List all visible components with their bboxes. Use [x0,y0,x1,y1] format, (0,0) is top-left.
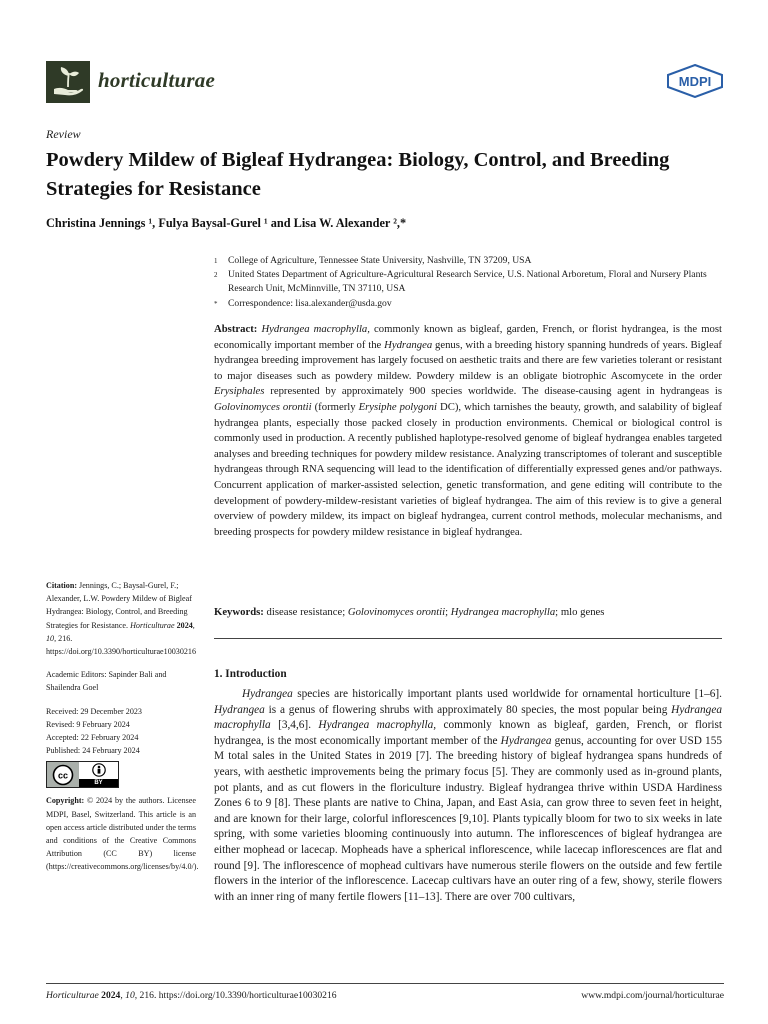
citation-journal: Horticulturae [130,620,175,630]
affiliation-item [214,297,726,311]
article-type: Review [46,127,81,141]
intro-text: genus, accounting for over USD 155 M total sales in the United States in 2019 [7]. The breeding history of bigleaf hydrangea spans hundreds of years, with aesthetic improvements being the primary focus [5]. They are commonly used as in-ground plants, pot plants, and as cut flowers in the floriculture industry. Bigleaf hydrangea thrive within USDA Hardiness Zones 6 to 9 [8]. These plants are native to China, Japan, and East Asia, can grow three to seven feet in height, and are known for their large, colorful inflorescences [9,10]. Plants typically bloom for two to six weeks in late spring, with some varieties blooming continuously into autumn. The inflorescences of bigleaf hydrangea are either mophead or lacecap. Mopheads have a spherical inflorescence, while lacecap inflorescences are flat and round [9]. The inflorescence of mophead cultivars have numerous sterile flowers on the outside and few fertile flowers in the interior of the inflorescence. Lacecap cultivars have an outer ring of a few, showy, sterile flowers with an inner ring of many fertile flowers [11–13]. There are over 700 cultivars, [214,734,722,903]
abstract-text: (formerly [311,400,359,413]
footer-divider [46,983,724,984]
accepted-date: Accepted: 22 February 2024 [46,733,139,743]
mdpi-logo-icon [666,64,724,98]
academic-editors [46,668,196,694]
citation-label: Citation: [46,581,78,590]
section-heading: 1. Introduction [214,668,287,680]
keywords [214,605,722,620]
affiliation-item [214,254,726,268]
section-divider [214,638,722,639]
correspondence-text[interactable]: Correspondence: lisa.alexander@usda.gov [228,297,392,309]
abstract-italic: Hydrangea macrophylla, [261,323,370,335]
attribution-person-icon [92,763,106,777]
intro-italic: Hydrangea [500,734,552,747]
intro-text: is a genus of flowering shrubs with approximately 80 species, the most popular being [264,703,672,716]
journal-name: horticulturae [98,68,215,92]
keyword-text: ; mlo genes [555,606,605,618]
copyright-text: © 2024 by the authors. Licensee MDPI, Basel, Switzerland. This article is an open access article distributed under the terms and conditions of the Creative Commons Attribution (CC BY) license (https://creativecommons.org/licenses/by/4.0/). [46,796,199,872]
affiliation-text: United States Department of Agriculture-Agricultural Research Service, U.S. National Arboretum, Floral and Nursery Plants Research Unit, McMinnville, TN 37110, USA [228,269,707,295]
plant-in-hand-icon [46,61,90,103]
affiliation-mark: * [214,299,218,308]
mdpi-logo-text: MDPI [678,74,712,89]
keyword-italic: Golovinomyces orontii [347,606,446,618]
affiliations [214,254,726,311]
article-sidebar [46,579,199,874]
abstract-label: Abstract: [214,323,258,335]
abstract-italic: Golovinomyces orontii [214,400,312,413]
footer-journal-url[interactable]: www.mdpi.com/journal/horticulturae [581,990,724,1001]
author-list: Christina Jennings ¹, Fulya Baysal-Gurel ¹ and Lisa W. Alexander ²,* [46,216,407,230]
intro-text: [3,4,6]. [270,719,319,732]
footer-volume: 10 [125,990,135,1001]
footer-citation [46,990,337,1001]
received-date: Received: 29 December 2023 [46,706,142,716]
journal-logo [46,61,90,103]
footer-doi[interactable]: , 216. https://doi.org/10.3390/horticulturae10030216 [134,990,337,1001]
abstract-text: commonly known as bigleaf, garden, French, or florist hydrangea, is the most economically important member of the [214,323,722,351]
by-section [79,762,118,787]
citation-volume: 10 [46,633,55,643]
keyword-text: disease resistance; [263,606,348,618]
affiliation-mark: 2 [214,271,218,280]
by-label: BY [79,779,118,787]
editors-label: Academic Editors: [46,670,107,680]
keyword-text: ; [445,606,451,618]
footer-journal: Horticulturae [46,990,99,1001]
editors-text: Sapinder Bali and Shailendra Goel [46,670,167,693]
abstract-italic: Erysiphe polygoni [358,400,437,413]
revised-date: Revised: 9 February 2024 [46,719,130,729]
abstract-italic: Erysiphales [214,385,265,398]
intro-text: commonly known as bigleaf, garden, French, or florist hydrangea, is the most economically important member of the [214,719,723,747]
intro-italic: Hydrangea [214,703,265,716]
published-date: Published: 24 February 2024 [46,746,140,756]
footer-text: , [120,990,126,1001]
affiliation-item [214,268,726,296]
cc-by-license-badge[interactable] [46,761,119,788]
abstract-italic: Hydrangea [384,338,433,351]
affiliation-text: College of Agriculture, Tennessee State University, Nashville, TN 37209, USA [228,255,532,266]
introduction-paragraph [214,687,722,905]
intro-italic: Hydrangea [242,688,293,700]
keyword-italic: Hydrangea macrophylla [450,606,556,618]
affiliation-mark: 1 [214,257,218,265]
footer-year: 2024 [98,990,121,1001]
citation-text: , [192,620,195,630]
keywords-label: Keywords: [214,606,264,618]
copyright-label: Copyright: [46,796,85,806]
citation [46,579,196,658]
svg-text:cc: cc [57,770,69,781]
citation-year: 2024 [174,620,193,630]
cc-icon [47,762,79,787]
intro-text: species are historically important plants used worldwide for ornamental horticulture [1–6]. [292,688,722,700]
intro-italic: Hydrangea macrophylla, [318,719,437,732]
abstract-text: genus, with a breeding history spanning hundreds of years. Bigleaf hydrangea breeding improvement has largely focused on aesthetic traits and there are few varieties tolerant or resistant to major diseases such as powdery mildew. Powdery mildew is an obligate biotrophic Ascomycete in the order [214,338,722,382]
copyright-notice [46,794,199,873]
abstract-text: represented by approximately 900 species worldwide. The disease-causing agent in hydrangeas is [264,385,722,398]
mdpi-logo [666,64,724,103]
abstract [214,322,722,540]
article-title: Powdery Mildew of Bigleaf Hydrangea: Biology, Control, and Breeding Strategies for Resistance [46,149,670,200]
citation-doi[interactable]: , 216. https://doi.org/10.3390/horticulturae10030216 [46,633,197,657]
intro-italic: Hydrangea macrophylla [214,703,722,732]
citation-text: Jennings, C.; Baysal-Gurel, F.; Alexander, L.W. Powdery Mildew of Bigleaf Hydrangea: Biology, Control, and Breeding Strategies for Resistance. [46,581,192,630]
abstract-text: DC), which tarnishes the beauty, growth, and salability of bigleaf hydrangea plants, especially those packed closely in production environments. Chemical or biological control is commonly used in production. A recently published haplotype-resolved genome of bigleaf hydrangea enables targeted analyses and breeding techniques for powdery mildew resistance. Analyzing transcriptomes of tolerant and susceptible hydrangeas through RNA sequencing will lead to the identification of differentially expressed genes and/or pathways. Concurrent application of marker-assisted selection, genetic transformation, and gene editing will contribute to the development of powdery-mildew-resistant varieties of bigleaf hydrangea. The aim of this review is to give a general overview of powdery mildew, its impact on bigleaf hydrangea, current control methods, molecular mechanisms, and breeding prospects for powdery mildew resistance in bigleaf hydrangea. [214,400,722,538]
